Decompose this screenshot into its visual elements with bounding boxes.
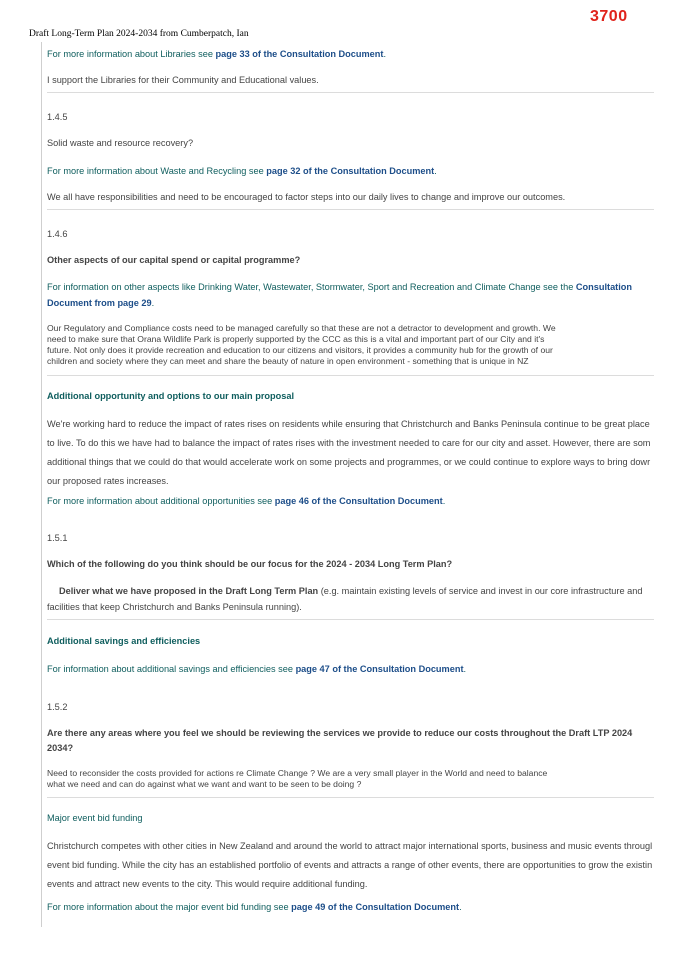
divider [47,209,654,210]
savings-info-text: For information about additional savings and efficiencies see [47,664,296,674]
selected-answer [59,584,642,598]
body-line: additional things that we could do that would accelerate work on some projects and programmes, or we could continue to explore ways to bring dowr [47,457,651,467]
major-event-info-text: For more information about the major event bid funding see [47,902,292,912]
page-number-stamp: 3700 [590,8,628,25]
waste-info [47,164,437,178]
section-heading: Major event bid funding [47,813,143,823]
question-text-line2: 2034? [47,743,74,753]
divider [47,375,654,376]
opportunities-info-link[interactable]: page 46 of the Consultation Document [274,496,443,506]
answer-comment-line: Our Regulatory and Compliance costs need to be managed carefully so that these are not a detractor to development and growth. We [47,323,556,333]
body-line: to live. To do this we have had to balance the impact of rates rises with the investment needed to care for our city and asset. However, there are som [47,438,651,448]
question-text: Are there any areas where you feel we should be reviewing the services we provide to reduce our costs throughout the Draft LTP 2024 [47,728,633,738]
opportunities-info-text: For more information about additional opportunities see [47,496,275,506]
question-number: 1.4.6 [47,229,68,239]
answer-comment-line: future. Not only does it provide recreation and education to our citizens and visitors, it provides a community hub for the growth of our [47,345,553,355]
answer-comment-line: Need to reconsider the costs provided for actions re Climate Change ? We are a very small player in the World and need to balance [47,768,548,778]
section-heading: Additional opportunity and options to our main proposal [47,391,295,401]
libraries-info-text: For more information about Libraries see [47,49,216,59]
libraries-info-suffix: . [383,49,387,59]
capital-info-text: For information on other aspects like Drinking Water, Wastewater, Stormwater, Sport and Recreation and Climate Change see the [47,282,576,292]
libraries-info-link[interactable]: page 33 of the Consultation Document [215,49,384,59]
major-event-info-link[interactable]: page 49 of the Consultation Document [291,902,460,912]
capital-info-suffix: . [151,298,155,308]
document-header: Draft Long-Term Plan 2024-2034 from Cumberpatch, Ian [29,29,249,39]
answer-comment: We all have responsibilities and need to be encouraged to factor steps into our daily lives to change and improve our outcomes. [47,192,566,202]
section-heading: Additional savings and efficiencies [47,636,201,646]
waste-info-suffix: . [434,166,437,176]
body-line: We're working hard to reduce the impact of rates rises on residents while ensuring that Christchurch and Banks Peninsula continue to be great place [47,419,650,429]
divider [47,797,654,798]
major-event-info-suffix: . [459,902,462,912]
savings-info [47,662,466,676]
body-line: event bid funding. While the city has an established portfolio of events and attracts a range of other events, there are opportunities to grow the existin [47,860,653,870]
question-number: 1.4.5 [47,112,68,122]
selected-answer-detail: (e.g. maintain existing levels of service and invest in our core infrastructure and [318,586,643,596]
opportunities-info-suffix: . [442,496,446,506]
body-line: our proposed rates increases. [47,476,169,486]
question-text: Solid waste and resource recovery? [47,138,194,148]
question-number: 1.5.2 [47,702,68,712]
answer-comment-line: need to make sure that Orana Wildlife Park is properly supported by the CCC as this is a vital and important part of our City and it's [47,334,545,344]
capital-info-line2 [47,296,154,310]
answer-comment-line: what we need and can do against what we want and want to be seen to be doing ? [47,779,362,789]
savings-info-link[interactable]: page 47 of the Consultation Document [295,664,464,674]
body-line: Christchurch competes with other cities in New Zealand and around the world to attract major international sports, business and music events througl [47,841,653,851]
waste-info-link[interactable]: page 32 of the Consultation Document [266,166,435,176]
question-text: Which of the following do you think should be our focus for the 2024 - 2034 Long Term Plan? [47,559,453,569]
answer-comment-line: children and society where they can meet and share the beauty of nature in open environment - something that is unique in NZ [47,356,529,366]
divider [47,619,654,620]
capital-info-link-part2[interactable]: Document from page 29 [47,298,152,308]
libraries-info [47,47,386,61]
opportunities-info [47,494,445,508]
submission-content [41,42,654,927]
savings-info-suffix: . [463,664,467,674]
question-number: 1.5.1 [47,533,68,543]
selected-answer-line2: facilities that keep Christchurch and Banks Peninsula running). [47,602,302,612]
capital-info [47,280,632,294]
libraries-comment: I support the Libraries for their Community and Educational values. [47,75,319,85]
question-text: Other aspects of our capital spend or capital programme? [47,255,301,265]
selected-answer-option: Deliver what we have proposed in the Draft Long Term Plan [59,586,319,596]
capital-info-link-part1[interactable]: Consultation [575,282,633,292]
body-line: events and attract new events to the city. This would require additional funding. [47,879,368,889]
major-event-info [47,900,462,914]
waste-info-text: For more information about Waste and Recycling see [47,166,267,176]
divider [47,92,654,93]
